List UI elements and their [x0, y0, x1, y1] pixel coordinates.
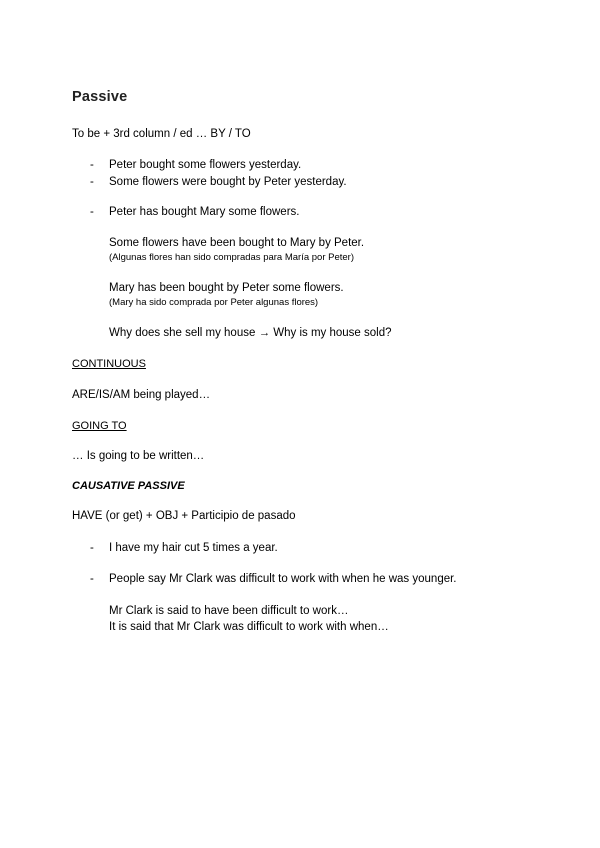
example-translation: (Algunas flores han sido compradas para María por Peter) — [109, 252, 355, 263]
list-bullet: - — [90, 159, 94, 171]
list-item: Some flowers were bought by Peter yesterday. — [109, 176, 347, 188]
continuous-heading: CONTINUOUS — [72, 358, 146, 370]
going-to-heading: GOING TO — [72, 420, 127, 432]
example-sentence: It is said that Mr Clark was difficult to work with when… — [109, 621, 389, 633]
list-bullet: - — [90, 176, 94, 188]
example-translation: (Mary ha sido comprada por Peter algunas flores) — [109, 297, 319, 308]
list-item: I have my hair cut 5 times a year. — [109, 542, 278, 554]
causative-heading: CAUSATIVE PASSIVE — [72, 480, 185, 492]
causative-formula: HAVE (or get) + OBJ + Participio de pasado — [72, 510, 296, 522]
continuous-text: ARE/IS/AM being played… — [72, 389, 211, 401]
page-title: Passive — [72, 89, 128, 105]
example-sentence: Mr Clark is said to have been difficult to work… — [109, 605, 349, 617]
list-bullet: - — [90, 206, 94, 218]
list-item: Peter has bought Mary some flowers. — [109, 206, 300, 218]
going-to-text: … Is going to be written… — [72, 450, 205, 462]
example-sentence: Mary has been bought by Peter some flowers. — [109, 282, 344, 294]
list-bullet: - — [90, 573, 94, 585]
example-sentence: Why does she sell my house → Why is my house sold? — [109, 327, 392, 339]
list-item: Peter bought some flowers yesterday. — [109, 159, 302, 171]
passive-formula: To be + 3rd column / ed … BY / TO — [72, 128, 251, 140]
example-sentence: Some flowers have been bought to Mary by Peter. — [109, 237, 365, 249]
list-bullet: - — [90, 542, 94, 554]
list-item: People say Mr Clark was difficult to work with when he was younger. — [109, 573, 457, 585]
